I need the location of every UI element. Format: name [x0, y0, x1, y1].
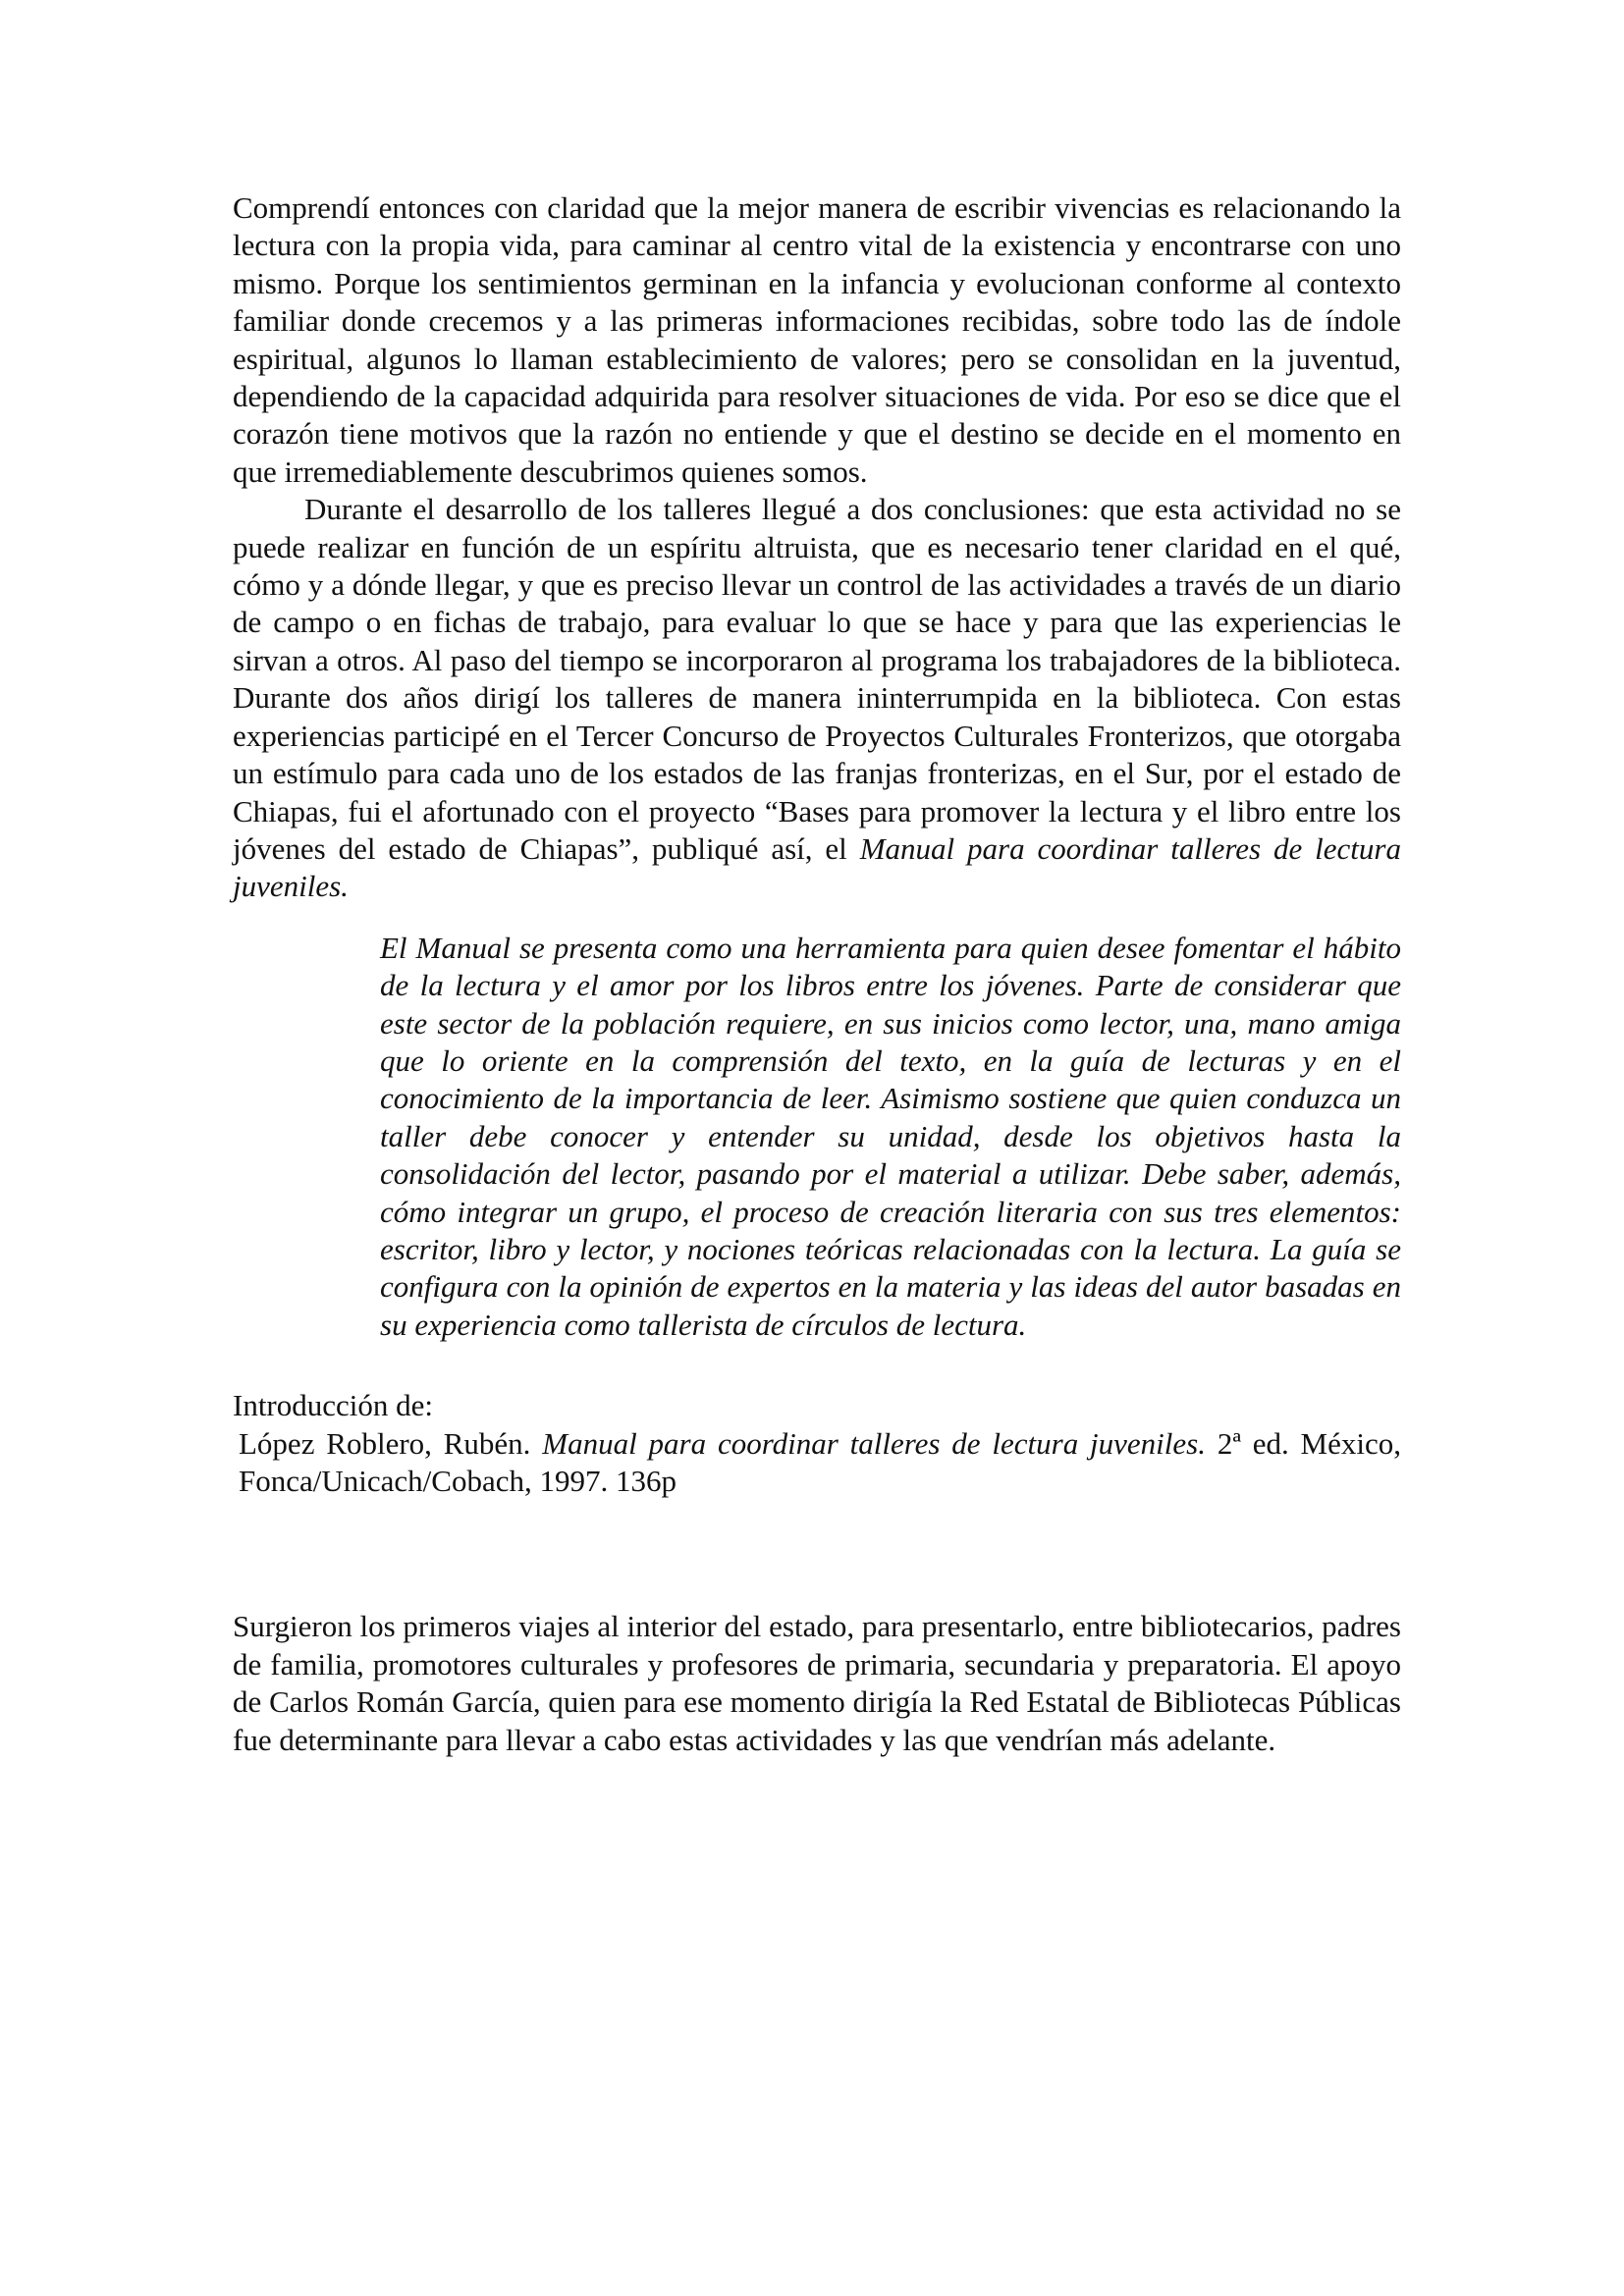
reference-heading: Introducción de:: [233, 1388, 434, 1423]
reference-title: Manual para coordinar talleres de lectura juveniles.: [542, 1425, 1206, 1461]
block-quote: El Manual se presenta como una herramienta para quien desee fomentar el hábito de la lectura y el amor por los libros entre los jóvenes. Parte de considerar que este sector de la población requiere, en sus inicios como lector, una, mano amiga que lo oriente en la comprensión del texto, en la guía de lecturas y en el conocimiento de la importancia de leer. Asimismo sostiene que quien conduzca un taller debe conocer y entender su unidad, desde los objetivos hasta la consolidación del lector, pasando por el material a utilizar. Debe saber, además, cómo integrar un grupo, el proceso de creación literaria con sus tres elementos: escritor, libro y lector, y nociones teóricas relacionadas con la lectura. La guía se configura con la opinión de expertos en la materia y las ideas del autor basadas en su experiencia como tallerista de círculos de lectura.: [380, 930, 1401, 1342]
reference-citation: [233, 1425, 1401, 1501]
page-content: [233, 189, 1401, 1759]
reference-edition: 2ª ed. México, Fonca/Unicach/Cobach, 1997. 136p: [239, 1425, 1401, 1498]
reference-block: [233, 1387, 1401, 1500]
reference-author: López Roblero, Rubén.: [239, 1425, 543, 1461]
paragraph-workshops: [233, 491, 1401, 905]
paragraph-closing: Surgieron los primeros viajes al interior del estado, para presentarlo, entre bibliotecarios, padres de familia, promotores culturales y profesores de primaria, secundaria y preparatoria. El apoyo de Carlos Román García, quien para ese momento dirigía la Red Estatal de Bibliotecas Públicas fue determinante para llevar a cabo estas actividades y las que vendrían más adelante.: [233, 1609, 1401, 1757]
paragraph-workshops-text: Durante el desarrollo de los talleres llegué a dos conclusiones: que esta actividad no se puede realizar en función de un espíritu altruista, que es necesario tener claridad en el qué, cómo y a dónde llegar, y que es preciso llevar un control de las actividades a través de un diario de campo o en fichas de trabajo, para evaluar lo que se hace y para que las experiencias le sirvan a otros. Al paso del tiempo se incorporaron al programa los trabajadores de la biblioteca. Durante dos años dirigí los talleres de manera ininterrumpida en la biblioteca. Con estas experiencias participé en el Tercer Concurso de Proyectos Culturales Fronterizos, que otorgaba un estímulo para cada uno de los estados de las franjas fronterizas, en el Sur, por el estado de Chiapas, fui el afortunado con el proyecto “Bases para promover la lectura y el libro entre los jóvenes del estado de Chiapas”, publiqué así, el: [233, 492, 1401, 866]
paragraph-intro: Comprendí entonces con claridad que la mejor manera de escribir vivencias es relacionando la lectura con la propia vida, para caminar al centro vital de la existencia y encontrarse con uno mismo. Porque los sentimientos germinan en la infancia y evolucionan conforme al contexto familiar donde crecemos y a las primeras informaciones recibidas, sobre todo las de índole espiritual, algunos lo llaman establecimiento de valores; pero se consolidan en la juventud, dependiendo de la capacidad adquirida para resolver situaciones de vida. Por eso se dice que el corazón tiene motivos que la razón no entiende y que el destino se decide en el momento en que irremediablemente descubrimos quienes somos.: [233, 190, 1401, 489]
book-title-inline: Manual para coordinar talleres de lectura juveniles.: [233, 830, 1401, 904]
